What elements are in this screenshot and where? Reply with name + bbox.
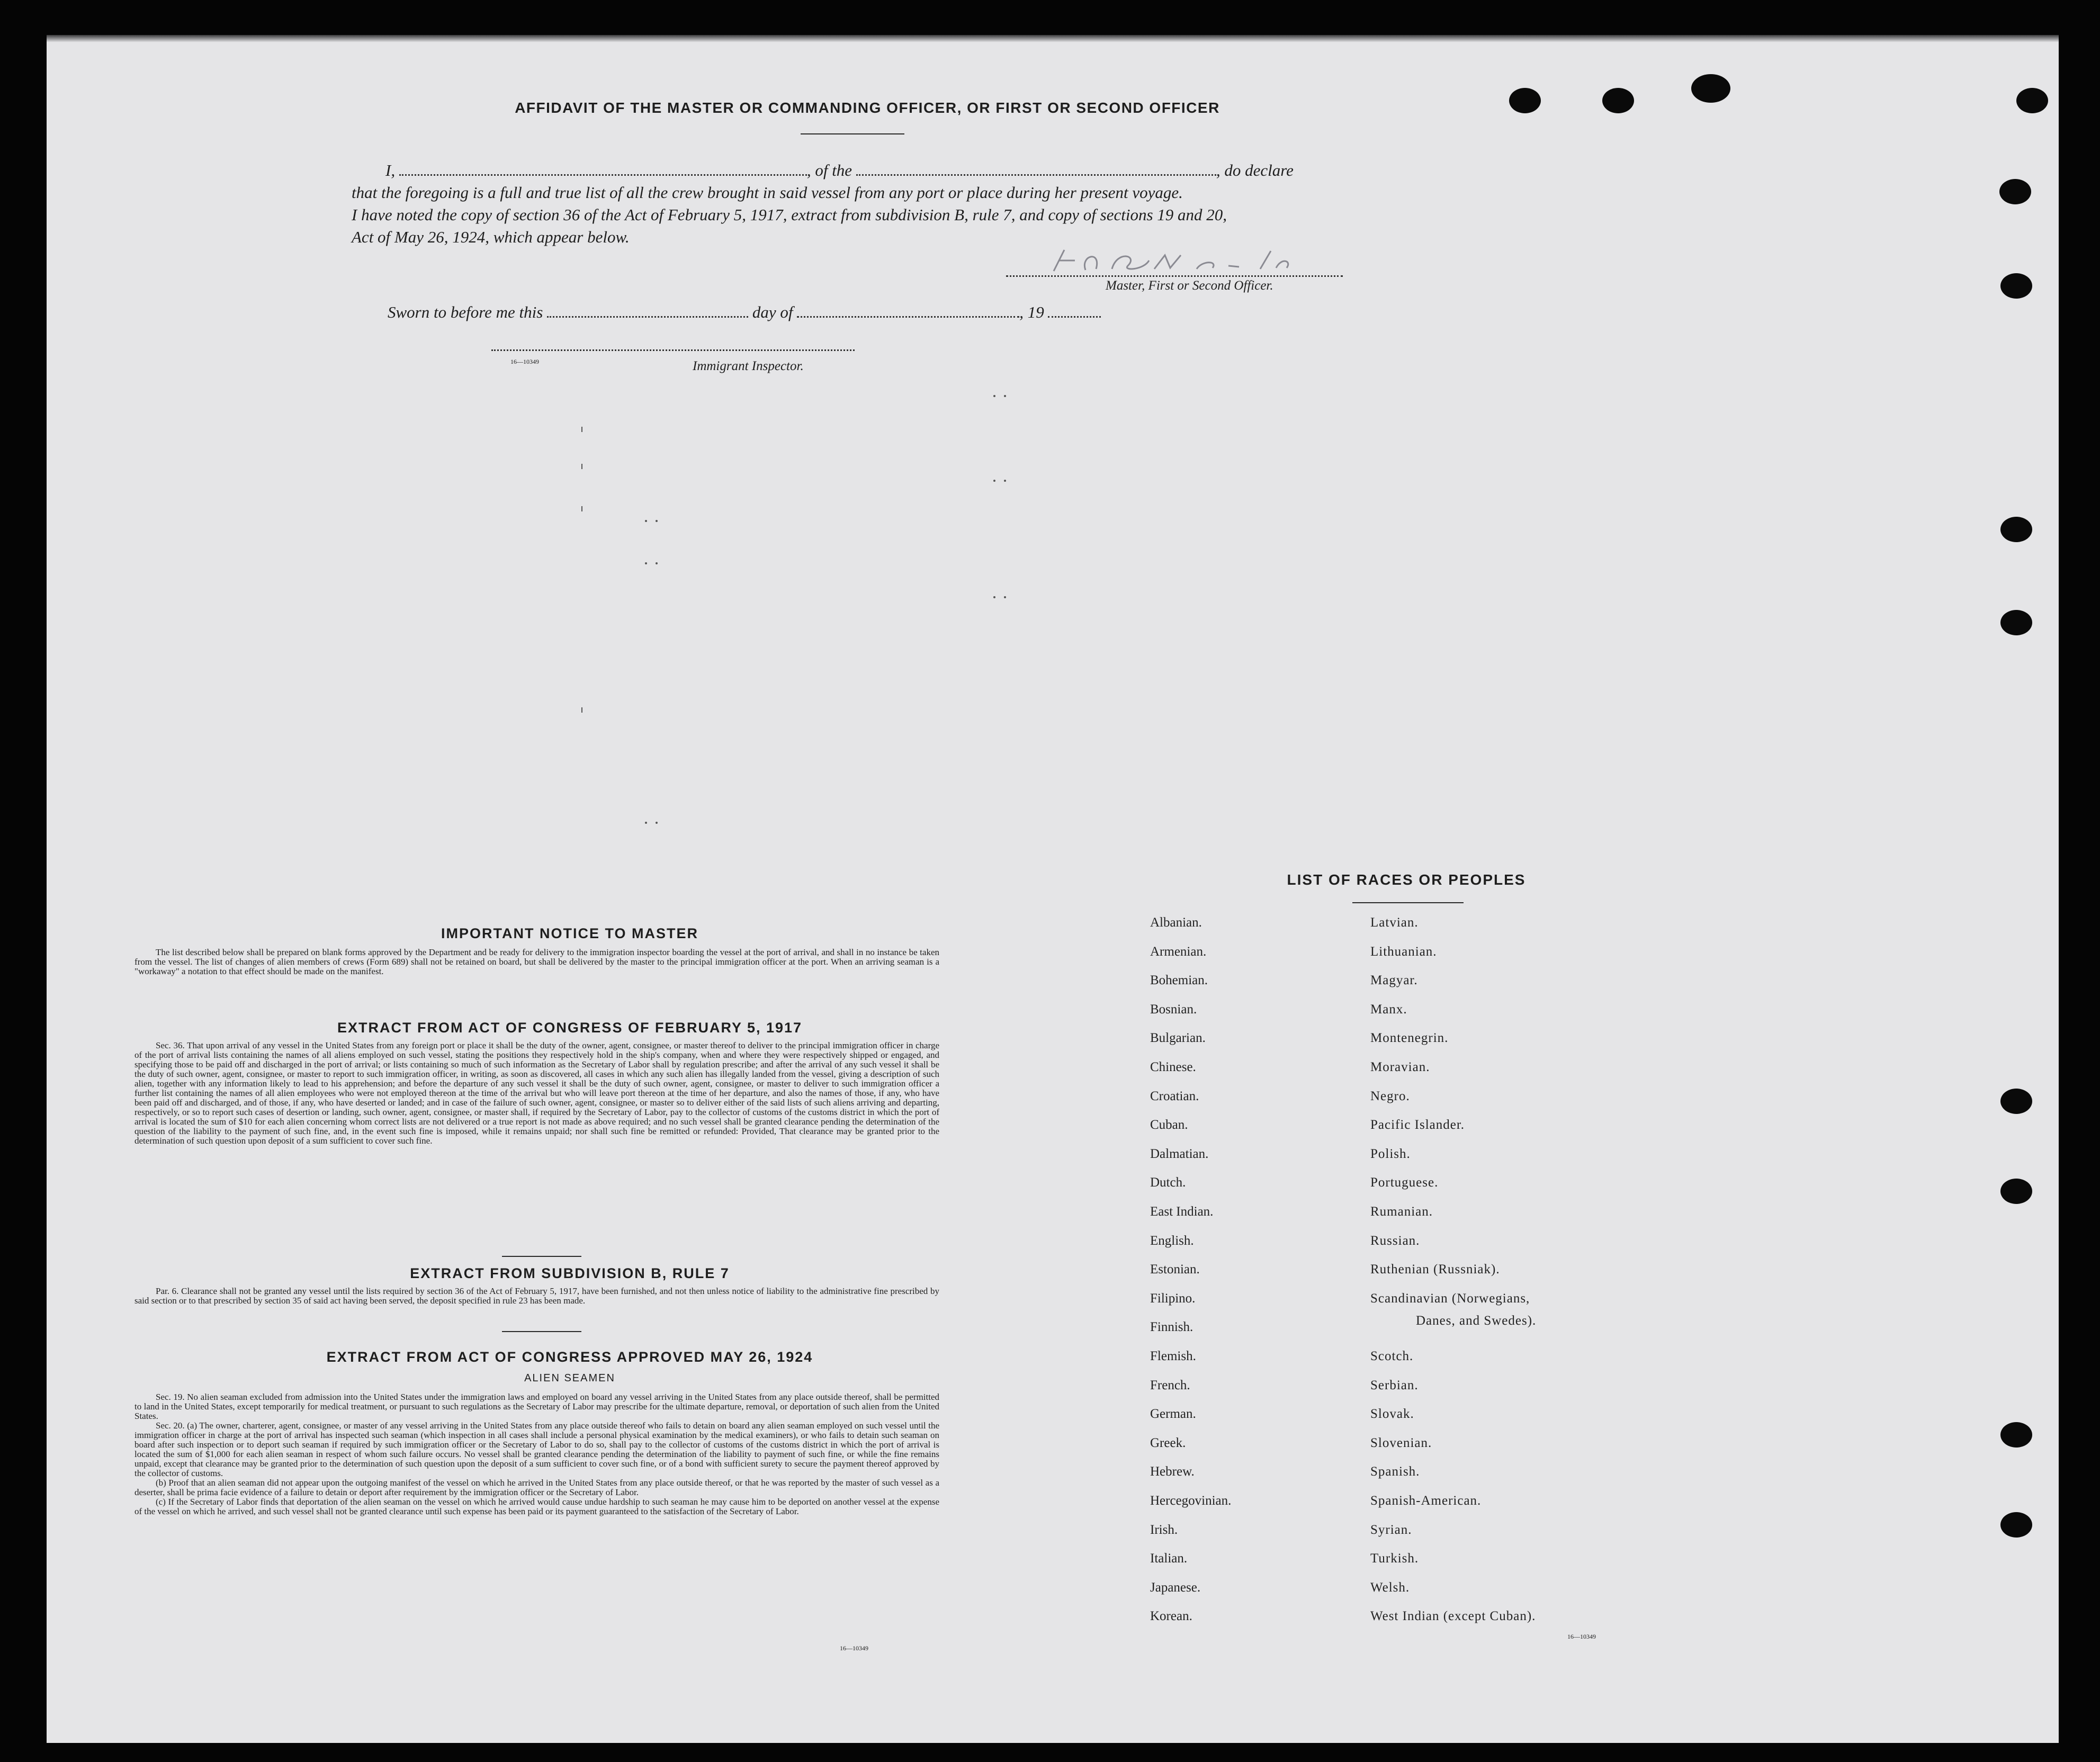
races-title-rule: [1352, 902, 1464, 903]
stray-mark: [1004, 480, 1006, 482]
race-left-item: Armenian.: [1150, 944, 1207, 959]
race-scandinavian-continuation: Danes, and Swedes).: [1416, 1314, 1537, 1328]
sec-20b-paragraph: (b) Proof that an alien seaman did not appear upon the outgoing manifest of the vessel on which he arrived in the United States from any place outside thereof, or that he was reported by the master of such vessel as a deserter, shall be prima facie evidence of a failure to detain or deport after requirement by the immigration officer or the Secretary of Labor.: [134, 1478, 939, 1497]
race-left-item: Finnish.: [1150, 1320, 1193, 1335]
affidavit-title: AFFIDAVIT OF THE MASTER OR COMMANDING OFFICER, OR FIRST OR SECOND OFFICER: [515, 100, 1220, 116]
extract-1917-title: EXTRACT FROM ACT OF CONGRESS OF FEBRUARY 5, 1917: [337, 1020, 803, 1036]
race-right-item: Spanish.: [1370, 1464, 1420, 1479]
declarant-prefix: I,: [385, 161, 396, 179]
stray-mark: [656, 822, 658, 824]
stray-mark: [993, 395, 995, 397]
sworn-dayof: day of: [752, 303, 793, 321]
race-right-item: Ruthenian (Russniak).: [1370, 1262, 1500, 1277]
punch-hole: [2000, 273, 2032, 299]
races-title: LIST OF RACES OR PEOPLES: [1287, 871, 1526, 888]
rule7-title: EXTRACT FROM SUBDIVISION B, RULE 7: [410, 1265, 730, 1281]
race-right-item: Pacific Islander.: [1370, 1118, 1465, 1132]
punch-hole: [2000, 1179, 2032, 1204]
race-right-item: Slovenian.: [1370, 1435, 1432, 1450]
race-right-item: Slovak.: [1370, 1407, 1414, 1422]
race-left-item: Cuban.: [1150, 1118, 1188, 1132]
notice-body: [134, 948, 939, 976]
affidavit-title-rule: [801, 133, 904, 134]
race-left-item: East Indian.: [1150, 1204, 1214, 1219]
stray-mark: [656, 520, 658, 522]
race-left-item: Irish.: [1150, 1522, 1178, 1537]
notice-paragraph: The list described below shall be prepared on blank forms approved by the Department and be ready for delivery to the immigration inspector boarding the vessel at the port of arrival, and shall in no instance be taken from the vessel. The list of changes of alien members of crews (Form 689) shall not be retained on board, but shall be delivered by the master to the principal immigration officer at the port. When an arriving seaman is a "workaway" a notation to that effect should be made on the manifest.: [134, 947, 939, 976]
race-right-item: Scandinavian (Norwegians,: [1370, 1291, 1530, 1306]
race-left-item: Croatian.: [1150, 1089, 1199, 1103]
punch-hole: [2000, 1422, 2032, 1448]
race-right-item: Polish.: [1370, 1146, 1411, 1161]
rule7-rule: [502, 1331, 581, 1332]
sworn-month-field[interactable]: [797, 313, 1019, 318]
race-left-item: Chinese.: [1150, 1060, 1196, 1074]
stray-mark: [656, 562, 658, 564]
race-left-item: Bulgarian.: [1150, 1031, 1206, 1046]
race-left-item: Hercegovinian.: [1150, 1494, 1232, 1508]
punch-hole: [2000, 1089, 2032, 1114]
punch-hole: [1602, 88, 1634, 113]
punch-hole: [1999, 179, 2031, 204]
stray-mark: [645, 562, 647, 564]
stray-mark: [1004, 395, 1006, 397]
stray-mark: [645, 822, 647, 824]
race-left-item: Italian.: [1150, 1551, 1188, 1566]
race-left-item: German.: [1150, 1407, 1196, 1422]
race-left-item: Japanese.: [1150, 1580, 1201, 1595]
race-left-item: Hebrew.: [1150, 1464, 1195, 1479]
affidavit-form-number: 16—10349: [510, 358, 539, 365]
race-right-item: Moravian.: [1370, 1060, 1430, 1074]
stray-mark: [581, 464, 582, 469]
extract-1917-body: [134, 1041, 939, 1146]
punch-hole: [2000, 1512, 2032, 1538]
signature-scrawl: [1038, 245, 1313, 276]
extract-1924-subtitle: ALIEN SEAMEN: [524, 1372, 615, 1384]
race-right-item: Montenegrin.: [1370, 1031, 1449, 1046]
sec-20a-paragraph: Sec. 20. (a) The owner, charterer, agent, consignee, or master of any vessel arriving in the United States from any place outside thereof who fails to detain on board any alien seaman employed on such vessel until the immigration officer in charge at the port of arrival has inspected such seaman (which inspection in all cases shall include a personal physical examination by the medical examiners), or who fails to detain such seaman on board after such inspection or to deport such seaman if required by such immigration officer or the Secretary of Labor to do so, shall pay to the collector of customs of the customs district in which the port of arrival is located the sum of $1,000 for each alien seaman in respect of whom such failure occurs. No vessel shall be granted clearance pending the determination of the liability to payment of such fine, or while the fine remains unpaid, except that clearance may be granted prior to the determination of such question upon the deposit of a sum sufficient to cover such fine, or of a bond with sufficient surety to secure the payment thereof approved by the collector of customs.: [134, 1421, 939, 1478]
stray-mark: [581, 707, 582, 713]
signature-line: [1006, 275, 1343, 277]
race-left-item: French.: [1150, 1378, 1190, 1392]
sec-36-paragraph: Sec. 36. That upon arrival of any vessel in the United States from any foreign port or place it shall be the duty of the owner, agent, consignee, or master thereof to deliver to the principal immigration officer in charge of the port of arrival lists containing the names of all aliens employed on such vessel, stating the positions they respectively hold in the ship's company, when and where they were respectively shipped or engaged, and specifying those to be paid off and discharged in the port of arrival; or lists containing so much of such information as the Secretary of Labor shall by regulation prescribe; and after the arrival of any such vessel it shall be the duty of such owner, agent, consignee, or master to report to such immigration officer, in writing, as soon as discovered, all cases in which any such alien has illegally landed from the vessel, giving a description of such alien, together with any information likely to lead to his apprehension; and before the departure of any such vessel it shall be the duty of such owner, agent, consignee, or master to deliver to such immigration officer a further list containing the names of all alien employees who were not employed thereon at the time of the arrival but who will leave port thereon at the time of her departure, and also the names of those, if any, who have been paid off and discharged, and of those, if any, who have deserted or landed; and in case of the failure of such owner, agent, consignee, or master so to deliver either of the said lists of such aliens arriving and departing, respectively, or so to report such cases of desertion or landing, such owner, agent, consignee, or master shall, if required by the Secretary of Labor, pay to the collector of customs of the customs district in which the port of arrival is located the sum of $10 for each alien concerning whom correct lists are not delivered or a true report is not made as above required; and no such vessel shall be granted clearance pending the determination of the question of the liability to the payment of such fine, and, in the event such fine is imposed, while it remains unpaid; nor shall such fine be remitted or refunded: Provided, That clearance may be granted prior to the determination of such question upon deposit of a sum sufficient to cover such fine.: [134, 1040, 939, 1146]
race-left-item: Bosnian.: [1150, 1002, 1197, 1017]
page-edge-shadow: [47, 35, 2059, 42]
race-right-item: Syrian.: [1370, 1522, 1412, 1537]
punch-hole: [2016, 88, 2048, 113]
race-right-item: Rumanian.: [1370, 1204, 1433, 1219]
sworn-line: [388, 302, 1235, 323]
race-right-item: Manx.: [1370, 1002, 1407, 1017]
race-right-item: Welsh.: [1370, 1580, 1410, 1595]
races-form-number: 16—10349: [1567, 1633, 1596, 1640]
race-right-item: Serbian.: [1370, 1378, 1419, 1392]
stray-mark: [581, 506, 582, 511]
sworn-prefix: Sworn to before me this: [388, 303, 543, 321]
stray-mark: [993, 480, 995, 482]
inspector-signature-line: [491, 349, 855, 351]
punch-hole: [2000, 610, 2032, 635]
signature-caption: Master, First or Second Officer.: [1106, 278, 1273, 293]
extract-1924-title: EXTRACT FROM ACT OF CONGRESS APPROVED MAY 26, 1924: [326, 1349, 813, 1365]
rule7-body: [134, 1287, 939, 1306]
race-right-item: Portuguese.: [1370, 1175, 1439, 1190]
race-left-item: English.: [1150, 1233, 1194, 1248]
race-right-item: Magyar.: [1370, 973, 1418, 988]
inspector-caption: Immigrant Inspector.: [693, 359, 804, 373]
extract-form-number: 16—10349: [840, 1644, 868, 1652]
race-left-item: Dalmatian.: [1150, 1146, 1209, 1161]
sworn-year-field[interactable]: [1048, 313, 1101, 318]
race-left-item: Bohemian.: [1150, 973, 1208, 988]
vessel-name-field[interactable]: [856, 171, 1216, 176]
sworn-year-prefix: , 19: [1019, 303, 1044, 321]
notice-title: IMPORTANT NOTICE TO MASTER: [441, 925, 698, 941]
stray-mark: [581, 427, 582, 432]
officer-signature: [1038, 245, 1313, 276]
race-left-item: Flemish.: [1150, 1349, 1196, 1363]
declare-suffix: , do declare: [1216, 161, 1294, 179]
affidavit-line-2: that the foregoing is a full and true list of all the crew brought in said vessel from any port or place during her present voyage.: [352, 183, 1183, 202]
punch-hole: [1509, 88, 1541, 113]
race-left-item: Estonian.: [1150, 1262, 1200, 1277]
sec-20c-paragraph: (c) If the Secretary of Labor finds that deportation of the alien seaman on the vessel on which he arrived would cause undue hardship to such seaman he may cause him to be deported on another vessel at the expense of the vessel on which he arrived, and such vessel shall not be granted clearance until such expense has been paid or its payment guaranteed to the satisfaction of the Secretary of Labor.: [134, 1497, 939, 1516]
extract-1924-body: [134, 1392, 939, 1516]
race-right-item: Turkish.: [1370, 1551, 1419, 1566]
race-right-item: Scotch.: [1370, 1349, 1414, 1363]
stray-mark: [1004, 596, 1006, 598]
race-left-item: Dutch.: [1150, 1175, 1186, 1190]
affidavit-line-3: I have noted the copy of section 36 of the Act of February 5, 1917, extract from subdivision B, rule 7, and copy of sections 19 and 20,: [352, 205, 1227, 224]
affidavit-line-4: Act of May 26, 1924, which appear below.: [352, 228, 630, 246]
extract-1917-rule: [502, 1256, 581, 1257]
punch-hole: [1691, 74, 1730, 103]
race-right-item: Spanish-American.: [1370, 1494, 1482, 1508]
affidavit-line-1: [385, 160, 1413, 181]
punch-hole: [2000, 517, 2032, 542]
par-6-paragraph: Par. 6. Clearance shall not be granted any vessel until the lists required by section 36 of the Act of February 5, 1917, have been furnished, and not then unless notice of liability to the administrative fine prescribed by said section or to that prescribed by section 35 of said act having been served, the deposit specified in rule 23 has been made.: [134, 1286, 939, 1306]
race-right-item: Lithuanian.: [1370, 944, 1437, 959]
declarant-name-field[interactable]: [399, 171, 807, 176]
sec-19-paragraph: Sec. 19. No alien seaman excluded from admission into the United States under the immigration laws and employed on board any vessel arriving in the United States from any place outside thereof, shall be permitted to land in the United States, except temporarily for medical treatment, or pursuant to such regulations as the Secretary of Labor may prescribe for the ultimate departure, removal, or deportation of such alien from the United States.: [134, 1392, 939, 1421]
vessel-prefix: , of the: [806, 161, 852, 179]
stray-mark: [645, 520, 647, 522]
sworn-day-field[interactable]: [547, 313, 748, 318]
form-page: [47, 35, 2059, 1743]
stray-mark: [993, 596, 995, 598]
race-left-item: Albanian.: [1150, 915, 1202, 930]
race-left-item: Korean.: [1150, 1609, 1192, 1624]
race-right-item: Latvian.: [1370, 915, 1419, 930]
race-right-item: West Indian (except Cuban).: [1370, 1609, 1536, 1624]
race-right-item: Negro.: [1370, 1089, 1410, 1103]
race-left-item: Greek.: [1150, 1435, 1186, 1450]
race-left-item: Filipino.: [1150, 1291, 1196, 1306]
race-right-item: Russian.: [1370, 1233, 1420, 1248]
